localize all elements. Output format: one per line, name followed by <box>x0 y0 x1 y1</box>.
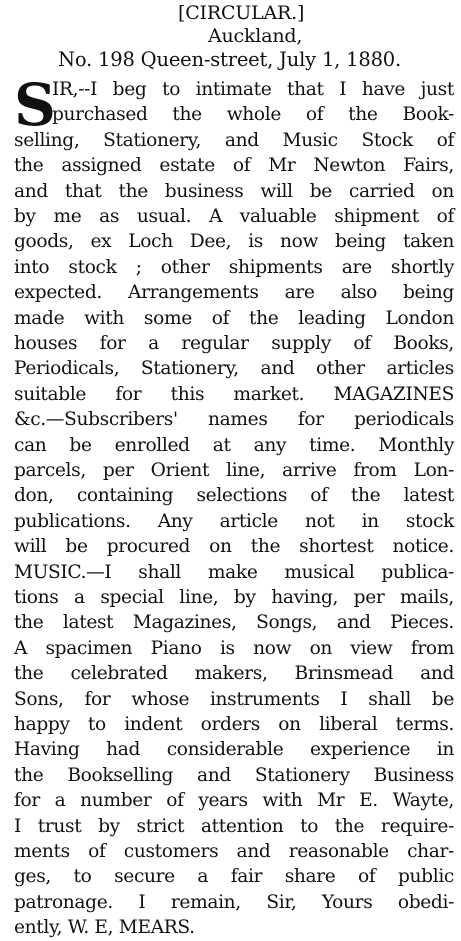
text-line: ently, W. E, MEARS. <box>14 917 195 939</box>
text-line: happy to indent orders on liberal terms. <box>14 714 454 735</box>
text-line: houses for a regular supply of Books, <box>14 333 454 354</box>
text-line: for a number of years with Mr E. Wayte, <box>14 790 454 812</box>
text-line: selling, Stationery, and Music Stock of <box>14 129 454 151</box>
address-date-line: No. 198 Queen-street, July 1, 1880. <box>58 48 401 71</box>
text-line: into stock ; other shipments are shortly <box>14 256 454 278</box>
text-line: tions a special line, by having, per mails, <box>14 587 454 608</box>
text-line: will be procured on the shortest notice. <box>14 536 454 558</box>
text-line: the assigned estate of Mr Newton Fairs, <box>14 155 454 177</box>
text-line: ments of customers and reasonable char- <box>14 841 454 862</box>
text-line: expected. Arrangements are also being <box>14 282 454 304</box>
text-line: can be enrolled at any time. Monthly <box>14 434 454 456</box>
circular-heading: [CIRCULAR.] <box>178 2 305 24</box>
text-line: IR,--I beg to intimate that I have just <box>52 79 454 100</box>
text-line: patronage. I remain, Sir, Yours obedi- <box>14 891 454 913</box>
text-line: the Bookselling and Stationery Business <box>14 764 454 786</box>
text-line: and that the business will be carried on <box>14 180 454 202</box>
text-line: parcels, per Orient line, arrive from Lon- <box>14 460 454 481</box>
text-line: publications. Any article not in stock <box>14 510 454 532</box>
text-line: Having had considerable experience in <box>14 739 454 761</box>
text-line: MUSIC.—I shall make musical publica- <box>14 561 454 583</box>
text-line: made with some of the leading London <box>14 307 454 329</box>
text-line: goods, ex Loch Dee, is now being taken <box>14 231 454 253</box>
text-line: by me as usual. A valuable shipment of <box>14 206 454 227</box>
text-line: don, containing selections of the latest <box>14 485 454 507</box>
place-line: Auckland, <box>208 25 303 47</box>
drop-cap: S <box>14 71 56 139</box>
text-line: ges, to secure a fair share of public <box>14 866 454 888</box>
text-line: &c.—Subscribers' names for periodicals <box>14 409 454 431</box>
text-line: Sons, for whose instruments I shall be <box>14 688 454 710</box>
text-line: suitable for this market. MAGAZINES <box>14 383 454 405</box>
text-line: the celebrated makers, Brinsmead and <box>14 663 454 685</box>
text-line: Periodicals, Stationery, and other articles <box>14 358 454 380</box>
text-line: A spacimen Piano is now on view from <box>14 637 454 659</box>
text-line: I trust by strict attention to the require- <box>14 815 454 837</box>
text-line: purchased the whole of the Book- <box>52 104 454 126</box>
text-line: the latest Magazines, Songs, and Pieces. <box>14 612 454 634</box>
